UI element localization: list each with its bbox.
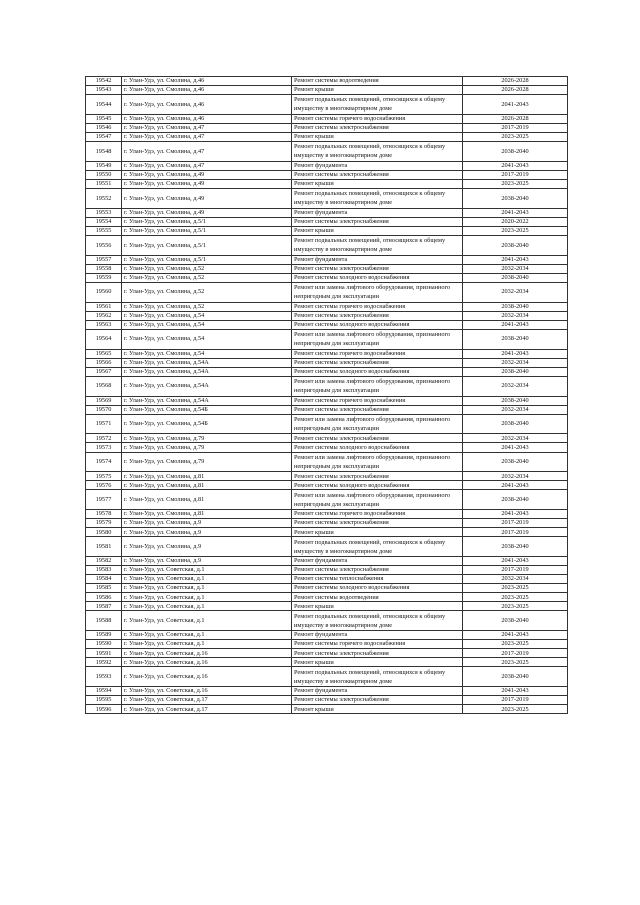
address-cell: г. Улан-Удэ, ул. Советская, д.16 <box>122 658 292 667</box>
row-number: 19548 <box>86 142 122 162</box>
work-type-cell: Ремонт крыши <box>292 179 463 188</box>
table-row <box>86 557 568 566</box>
address-cell: г. Улан-Удэ, ул. Смолина, д.46 <box>122 77 292 86</box>
work-type-cell: Ремонт системы холодного водоснабжения <box>292 443 463 452</box>
row-number: 19567 <box>86 367 122 376</box>
table-row <box>86 667 568 687</box>
table-row <box>86 443 568 452</box>
work-type-cell: Ремонт системы водоотведения <box>292 593 463 602</box>
address-cell: г. Улан-Удэ, ул. Смолина, д.46 <box>122 86 292 95</box>
period-cell: 2017-2019 <box>463 170 568 179</box>
row-number: 19542 <box>86 77 122 86</box>
period-cell: 2038-2040 <box>463 302 568 311</box>
address-cell: г. Улан-Удэ, ул. Смолина, д.52 <box>122 273 292 282</box>
row-number: 19589 <box>86 631 122 640</box>
table-row <box>86 687 568 696</box>
work-type-cell: Ремонт системы горячего водоснабжения <box>292 640 463 649</box>
period-cell: 2017-2019 <box>463 519 568 528</box>
period-cell: 2017-2019 <box>463 696 568 705</box>
table-row <box>86 367 568 376</box>
table-row <box>86 95 568 115</box>
row-number: 19569 <box>86 396 122 405</box>
work-type-cell: Ремонт крыши <box>292 86 463 95</box>
address-cell: г. Улан-Удэ, ул. Смолина, д.79 <box>122 434 292 443</box>
period-cell: 2041-2043 <box>463 349 568 358</box>
row-number: 19583 <box>86 566 122 575</box>
row-number: 19596 <box>86 705 122 714</box>
period-cell: 2041-2043 <box>463 631 568 640</box>
work-type-cell: Ремонт подвальных помещений, относящихся к общему имуществу в многоквартирном доме <box>292 667 463 687</box>
address-cell: г. Улан-Удэ, ул. Смолина, д.54 <box>122 311 292 320</box>
work-type-cell: Ремонт системы холодного водоснабжения <box>292 273 463 282</box>
row-number: 19560 <box>86 282 122 302</box>
period-cell: 2026-2028 <box>463 77 568 86</box>
table-row <box>86 649 568 658</box>
period-cell: 2038-2040 <box>463 142 568 162</box>
table-row <box>86 273 568 282</box>
row-number: 19587 <box>86 602 122 611</box>
period-cell: 2017-2019 <box>463 528 568 537</box>
work-type-cell: Ремонт системы водоотведения <box>292 77 463 86</box>
period-cell: 2026-2028 <box>463 86 568 95</box>
period-cell: 2023-2025 <box>463 179 568 188</box>
table-row <box>86 188 568 208</box>
table-row <box>86 282 568 302</box>
work-type-cell: Ремонт фундамента <box>292 255 463 264</box>
period-cell: 2026-2028 <box>463 114 568 123</box>
table-row <box>86 490 568 510</box>
period-cell: 2032-2034 <box>463 264 568 273</box>
work-type-cell: Ремонт системы горячего водоснабжения <box>292 302 463 311</box>
table-body <box>86 77 568 714</box>
period-cell: 2017-2019 <box>463 566 568 575</box>
table-row <box>86 472 568 481</box>
work-type-cell: Ремонт фундамента <box>292 687 463 696</box>
table-row <box>86 481 568 490</box>
period-cell: 2041-2043 <box>463 481 568 490</box>
table-row <box>86 264 568 273</box>
row-number: 19550 <box>86 170 122 179</box>
row-number: 19580 <box>86 528 122 537</box>
row-number: 19566 <box>86 358 122 367</box>
address-cell: г. Улан-Удэ, ул. Смолина, д.9 <box>122 528 292 537</box>
row-number: 19578 <box>86 510 122 519</box>
row-number: 19545 <box>86 114 122 123</box>
row-number: 19553 <box>86 208 122 217</box>
work-type-cell: Ремонт крыши <box>292 226 463 235</box>
row-number: 19551 <box>86 179 122 188</box>
work-type-cell: Ремонт или замена лифтового оборудования, признанного непригодным для эксплуатации <box>292 490 463 510</box>
address-cell: г. Улан-Удэ, ул. Советская, д.1 <box>122 602 292 611</box>
row-number: 19572 <box>86 434 122 443</box>
work-type-cell: Ремонт системы горячего водоснабжения <box>292 114 463 123</box>
address-cell: г. Улан-Удэ, ул. Смолина, д.79 <box>122 443 292 452</box>
work-type-cell: Ремонт системы электроснабжения <box>292 311 463 320</box>
period-cell: 2032-2034 <box>463 358 568 367</box>
period-cell: 2041-2043 <box>463 557 568 566</box>
row-number: 19584 <box>86 575 122 584</box>
table-row <box>86 235 568 255</box>
address-cell: г. Улан-Удэ, ул. Смолина, д.9 <box>122 557 292 566</box>
table-row <box>86 179 568 188</box>
period-cell: 2038-2040 <box>463 396 568 405</box>
period-cell: 2032-2034 <box>463 575 568 584</box>
address-cell: г. Улан-Удэ, ул. Советская, д.1 <box>122 640 292 649</box>
table-row <box>86 611 568 631</box>
period-cell: 2041-2043 <box>463 510 568 519</box>
row-number: 19581 <box>86 537 122 557</box>
period-cell: 2038-2040 <box>463 611 568 631</box>
address-cell: г. Улан-Удэ, ул. Смолина, д.54 <box>122 320 292 329</box>
row-number: 19546 <box>86 123 122 132</box>
row-number: 19591 <box>86 649 122 658</box>
address-cell: г. Улан-Удэ, ул. Советская, д.1 <box>122 611 292 631</box>
address-cell: г. Улан-Удэ, ул. Смолина, д.54А <box>122 358 292 367</box>
period-cell: 2041-2043 <box>463 208 568 217</box>
table-row <box>86 566 568 575</box>
period-cell: 2038-2040 <box>463 188 568 208</box>
row-number: 19577 <box>86 490 122 510</box>
work-type-cell: Ремонт системы горячего водоснабжения <box>292 396 463 405</box>
period-cell: 2032-2034 <box>463 434 568 443</box>
work-type-cell: Ремонт системы холодного водоснабжения <box>292 320 463 329</box>
address-cell: г. Улан-Удэ, ул. Смолина, д.81 <box>122 490 292 510</box>
row-number: 19574 <box>86 452 122 472</box>
row-number: 19556 <box>86 235 122 255</box>
work-type-cell: Ремонт подвальных помещений, относящихся к общему имуществу в многоквартирном доме <box>292 611 463 631</box>
table-row <box>86 584 568 593</box>
table-row <box>86 414 568 434</box>
address-cell: г. Улан-Удэ, ул. Советская, д.16 <box>122 649 292 658</box>
address-cell: г. Улан-Удэ, ул. Смолина, д.5/1 <box>122 226 292 235</box>
table-row <box>86 510 568 519</box>
work-type-cell: Ремонт системы холодного водоснабжения <box>292 584 463 593</box>
address-cell: г. Улан-Удэ, ул. Смолина, д.47 <box>122 132 292 141</box>
period-cell: 2032-2034 <box>463 472 568 481</box>
repair-schedule-table <box>85 76 568 714</box>
address-cell: г. Улан-Удэ, ул. Советская, д.1 <box>122 575 292 584</box>
address-cell: г. Улан-Удэ, ул. Советская, д.17 <box>122 705 292 714</box>
address-cell: г. Улан-Удэ, ул. Смолина, д.79 <box>122 452 292 472</box>
address-cell: г. Улан-Удэ, ул. Смолина, д.81 <box>122 510 292 519</box>
address-cell: г. Улан-Удэ, ул. Смолина, д.81 <box>122 472 292 481</box>
period-cell: 2041-2043 <box>463 687 568 696</box>
row-number: 19575 <box>86 472 122 481</box>
period-cell: 2041-2043 <box>463 95 568 115</box>
work-type-cell: Ремонт крыши <box>292 658 463 667</box>
row-number: 19573 <box>86 443 122 452</box>
period-cell: 2023-2025 <box>463 658 568 667</box>
period-cell: 2023-2025 <box>463 640 568 649</box>
table-row <box>86 452 568 472</box>
row-number: 19564 <box>86 329 122 349</box>
row-number: 19549 <box>86 161 122 170</box>
row-number: 19582 <box>86 557 122 566</box>
table-row <box>86 132 568 141</box>
address-cell: г. Улан-Удэ, ул. Советская, д.1 <box>122 584 292 593</box>
work-type-cell: Ремонт системы электроснабжения <box>292 217 463 226</box>
address-cell: г. Улан-Удэ, ул. Смолина, д.49 <box>122 208 292 217</box>
table-row <box>86 519 568 528</box>
period-cell: 2023-2025 <box>463 705 568 714</box>
address-cell: г. Улан-Удэ, ул. Смолина, д.81 <box>122 481 292 490</box>
work-type-cell: Ремонт системы электроснабжения <box>292 123 463 132</box>
table-row <box>86 329 568 349</box>
period-cell: 2038-2040 <box>463 329 568 349</box>
address-cell: г. Улан-Удэ, ул. Советская, д.1 <box>122 566 292 575</box>
period-cell: 2032-2034 <box>463 311 568 320</box>
period-cell: 2038-2040 <box>463 235 568 255</box>
table-row <box>86 77 568 86</box>
row-number: 19562 <box>86 311 122 320</box>
period-cell: 2038-2040 <box>463 273 568 282</box>
address-cell: г. Улан-Удэ, ул. Советская, д.16 <box>122 687 292 696</box>
work-type-cell: Ремонт или замена лифтового оборудования, признанного непригодным для эксплуатации <box>292 329 463 349</box>
period-cell: 2038-2040 <box>463 490 568 510</box>
table-row <box>86 142 568 162</box>
row-number: 19563 <box>86 320 122 329</box>
period-cell: 2023-2025 <box>463 226 568 235</box>
table-row <box>86 311 568 320</box>
period-cell: 2023-2025 <box>463 602 568 611</box>
row-number: 19576 <box>86 481 122 490</box>
table-row <box>86 349 568 358</box>
work-type-cell: Ремонт системы горячего водоснабжения <box>292 510 463 519</box>
table-row <box>86 396 568 405</box>
address-cell: г. Улан-Удэ, ул. Смолина, д.5/1 <box>122 255 292 264</box>
table-row <box>86 537 568 557</box>
work-type-cell: Ремонт системы теплоснабжения <box>292 575 463 584</box>
table-row <box>86 631 568 640</box>
address-cell: г. Улан-Удэ, ул. Смолина, д.5/1 <box>122 235 292 255</box>
address-cell: г. Улан-Удэ, ул. Смолина, д.54Б <box>122 414 292 434</box>
row-number: 19558 <box>86 264 122 273</box>
work-type-cell: Ремонт подвальных помещений, относящихся к общему имуществу в многоквартирном доме <box>292 235 463 255</box>
work-type-cell: Ремонт подвальных помещений, относящихся к общему имуществу в многоквартирном доме <box>292 537 463 557</box>
address-cell: г. Улан-Удэ, ул. Советская, д.1 <box>122 631 292 640</box>
table-row <box>86 528 568 537</box>
row-number: 19554 <box>86 217 122 226</box>
work-type-cell: Ремонт системы электроснабжения <box>292 472 463 481</box>
table-row <box>86 705 568 714</box>
address-cell: г. Улан-Удэ, ул. Смолина, д.52 <box>122 302 292 311</box>
period-cell: 2020-2022 <box>463 217 568 226</box>
address-cell: г. Улан-Удэ, ул. Смолина, д.54А <box>122 376 292 396</box>
address-cell: г. Улан-Удэ, ул. Смолина, д.49 <box>122 188 292 208</box>
address-cell: г. Улан-Удэ, ул. Смолина, д.54 <box>122 329 292 349</box>
row-number: 19594 <box>86 687 122 696</box>
work-type-cell: Ремонт системы электроснабжения <box>292 649 463 658</box>
address-cell: г. Улан-Удэ, ул. Смолина, д.47 <box>122 123 292 132</box>
table-row <box>86 320 568 329</box>
row-number: 19565 <box>86 349 122 358</box>
period-cell: 2032-2034 <box>463 405 568 414</box>
table-row <box>86 170 568 179</box>
address-cell: г. Улан-Удэ, ул. Смолина, д.47 <box>122 142 292 162</box>
address-cell: г. Улан-Удэ, ул. Советская, д.17 <box>122 696 292 705</box>
work-type-cell: Ремонт системы холодного водоснабжения <box>292 367 463 376</box>
table-row <box>86 358 568 367</box>
table-row <box>86 658 568 667</box>
row-number: 19559 <box>86 273 122 282</box>
table-row <box>86 123 568 132</box>
work-type-cell: Ремонт системы холодного водоснабжения <box>292 481 463 490</box>
address-cell: г. Улан-Удэ, ул. Смолина, д.46 <box>122 95 292 115</box>
work-type-cell: Ремонт крыши <box>292 528 463 537</box>
address-cell: г. Улан-Удэ, ул. Смолина, д.54А <box>122 396 292 405</box>
row-number: 19593 <box>86 667 122 687</box>
work-type-cell: Ремонт или замена лифтового оборудования, признанного непригодным для эксплуатации <box>292 376 463 396</box>
row-number: 19543 <box>86 86 122 95</box>
address-cell: г. Улан-Удэ, ул. Советская, д.1 <box>122 593 292 602</box>
table-row <box>86 575 568 584</box>
table-row <box>86 434 568 443</box>
period-cell: 2038-2040 <box>463 452 568 472</box>
table-row <box>86 376 568 396</box>
table-row <box>86 208 568 217</box>
work-type-cell: Ремонт системы электроснабжения <box>292 566 463 575</box>
work-type-cell: Ремонт системы электроснабжения <box>292 519 463 528</box>
period-cell: 2041-2043 <box>463 443 568 452</box>
period-cell: 2038-2040 <box>463 414 568 434</box>
work-type-cell: Ремонт фундамента <box>292 557 463 566</box>
period-cell: 2017-2019 <box>463 123 568 132</box>
row-number: 19547 <box>86 132 122 141</box>
work-type-cell: Ремонт подвальных помещений, относящихся к общему имуществу в многоквартирном доме <box>292 188 463 208</box>
period-cell: 2038-2040 <box>463 537 568 557</box>
table-row <box>86 302 568 311</box>
table-row <box>86 640 568 649</box>
row-number: 19579 <box>86 519 122 528</box>
work-type-cell: Ремонт системы электроснабжения <box>292 358 463 367</box>
table-row <box>86 226 568 235</box>
address-cell: г. Улан-Удэ, ул. Смолина, д.54А <box>122 367 292 376</box>
work-type-cell: Ремонт или замена лифтового оборудования, признанного непригодным для эксплуатации <box>292 452 463 472</box>
period-cell: 2032-2034 <box>463 282 568 302</box>
work-type-cell: Ремонт фундамента <box>292 208 463 217</box>
row-number: 19544 <box>86 95 122 115</box>
row-number: 19590 <box>86 640 122 649</box>
address-cell: г. Улан-Удэ, ул. Смолина, д.5/1 <box>122 217 292 226</box>
work-type-cell: Ремонт подвальных помещений, относящихся к общему имуществу в многоквартирном доме <box>292 142 463 162</box>
row-number: 19586 <box>86 593 122 602</box>
row-number: 19595 <box>86 696 122 705</box>
period-cell: 2041-2043 <box>463 161 568 170</box>
address-cell: г. Улан-Удэ, ул. Смолина, д.52 <box>122 282 292 302</box>
address-cell: г. Улан-Удэ, ул. Смолина, д.46 <box>122 114 292 123</box>
row-number: 19570 <box>86 405 122 414</box>
table-row <box>86 593 568 602</box>
period-cell: 2038-2040 <box>463 667 568 687</box>
work-type-cell: Ремонт системы электроснабжения <box>292 434 463 443</box>
address-cell: г. Улан-Удэ, ул. Смолина, д.49 <box>122 179 292 188</box>
period-cell: 2017-2019 <box>463 649 568 658</box>
work-type-cell: Ремонт системы электроснабжения <box>292 170 463 179</box>
row-number: 19568 <box>86 376 122 396</box>
row-number: 19588 <box>86 611 122 631</box>
address-cell: г. Улан-Удэ, ул. Смолина, д.47 <box>122 161 292 170</box>
work-type-cell: Ремонт крыши <box>292 602 463 611</box>
address-cell: г. Улан-Удэ, ул. Советская, д.16 <box>122 667 292 687</box>
work-type-cell: Ремонт или замена лифтового оборудования, признанного непригодным для эксплуатации <box>292 282 463 302</box>
work-type-cell: Ремонт фундамента <box>292 631 463 640</box>
address-cell: г. Улан-Удэ, ул. Смолина, д.54Б <box>122 405 292 414</box>
work-type-cell: Ремонт фундамента <box>292 161 463 170</box>
row-number: 19571 <box>86 414 122 434</box>
work-type-cell: Ремонт крыши <box>292 132 463 141</box>
table-row <box>86 696 568 705</box>
row-number: 19557 <box>86 255 122 264</box>
address-cell: г. Улан-Удэ, ул. Смолина, д.54 <box>122 349 292 358</box>
period-cell: 2023-2025 <box>463 132 568 141</box>
work-type-cell: Ремонт системы электроснабжения <box>292 264 463 273</box>
table-row <box>86 161 568 170</box>
table-row <box>86 405 568 414</box>
table-row <box>86 217 568 226</box>
row-number: 19592 <box>86 658 122 667</box>
work-type-cell: Ремонт системы электроснабжения <box>292 696 463 705</box>
row-number: 19561 <box>86 302 122 311</box>
table-row <box>86 114 568 123</box>
row-number: 19555 <box>86 226 122 235</box>
work-type-cell: Ремонт системы электроснабжения <box>292 405 463 414</box>
period-cell: 2023-2025 <box>463 584 568 593</box>
table-row <box>86 255 568 264</box>
period-cell: 2023-2025 <box>463 593 568 602</box>
period-cell: 2038-2040 <box>463 367 568 376</box>
table-row <box>86 86 568 95</box>
address-cell: г. Улан-Удэ, ул. Смолина, д.49 <box>122 170 292 179</box>
work-type-cell: Ремонт крыши <box>292 705 463 714</box>
period-cell: 2041-2043 <box>463 320 568 329</box>
period-cell: 2041-2043 <box>463 255 568 264</box>
work-type-cell: Ремонт или замена лифтового оборудования, признанного непригодным для эксплуатации <box>292 414 463 434</box>
period-cell: 2032-2034 <box>463 376 568 396</box>
address-cell: г. Улан-Удэ, ул. Смолина, д.9 <box>122 519 292 528</box>
work-type-cell: Ремонт подвальных помещений, относящихся к общему имуществу в многоквартирном доме <box>292 95 463 115</box>
table-row <box>86 602 568 611</box>
row-number: 19552 <box>86 188 122 208</box>
address-cell: г. Улан-Удэ, ул. Смолина, д.52 <box>122 264 292 273</box>
work-type-cell: Ремонт системы горячего водоснабжения <box>292 349 463 358</box>
address-cell: г. Улан-Удэ, ул. Смолина, д.9 <box>122 537 292 557</box>
row-number: 19585 <box>86 584 122 593</box>
